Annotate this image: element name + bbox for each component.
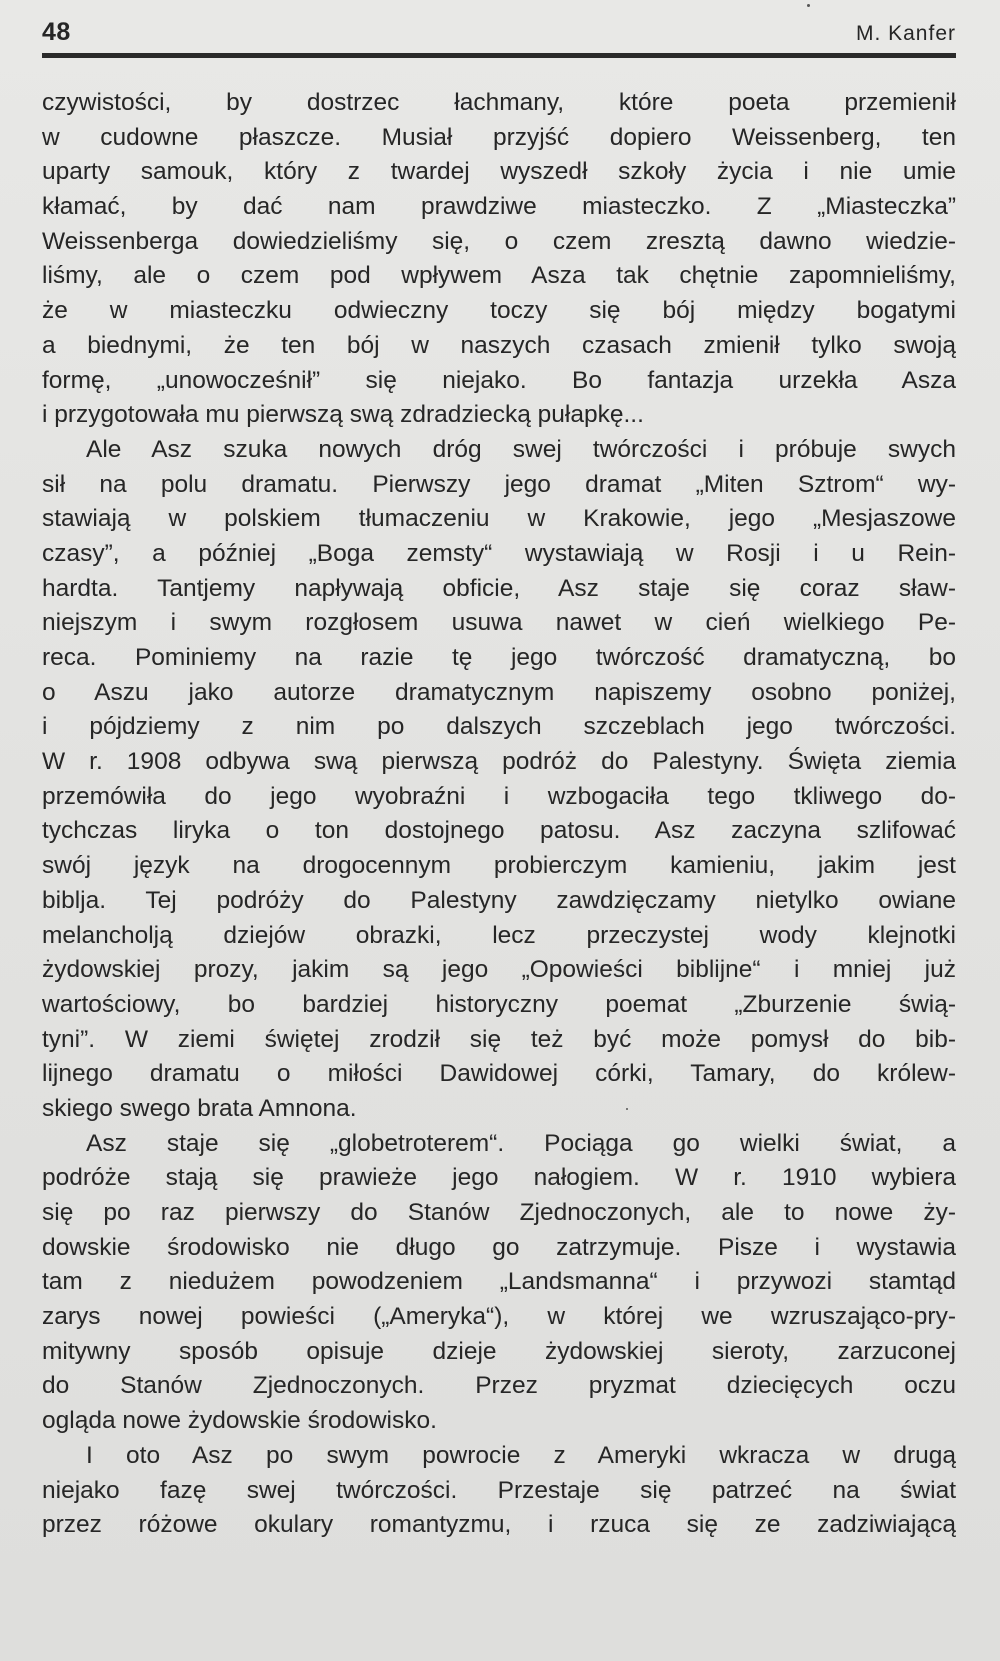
text-line: formę, „unowocześnił” się niejako. Bo fantazja urzekła Asza	[42, 366, 956, 394]
text-line: czywistości, by dostrzec łachmany, które poeta przemienił	[42, 89, 956, 116]
text-line: się po raz pierwszy do Stanów Zjednoczonych, ale to nowe ży-	[42, 1199, 956, 1226]
text-line: tam z niedużem powodzeniem „Landsmanna“ i przywozi stamtąd	[42, 1268, 956, 1296]
text-line: liśmy, ale o czem pod wpływem Asza tak chętnie zapomnieliśmy,	[42, 262, 956, 290]
text-line: kłamać, by dać nam prawdziwe miasteczko. Z „Miasteczka”	[42, 193, 956, 221]
text-line: wartościowy, bo bardziej historyczny poemat „Zburzenie świą-	[42, 990, 956, 1018]
text-line: przez różowe okulary romantyzmu, i rzuca się ze zadziwiającą	[42, 1511, 956, 1539]
text-line: ogląda nowe żydowskie środowisko.	[42, 1407, 437, 1435]
paragraph-start-line: Ale Asz szuka nowych dróg swej twórczości i próbuje swych	[86, 435, 956, 463]
paper-speck	[626, 1108, 628, 1110]
body-text	[42, 86, 956, 1543]
text-line: przemówiła do jego wyobraźni i wzbogaciła tego tkliwego do-	[42, 782, 956, 810]
text-line: Weissenberga dowiedzieliśmy się, o czem zresztą dawno wiedzie-	[42, 227, 956, 255]
text-line: podróże stają się prawieże jego nałogiem. W r. 1910 wybiera	[42, 1164, 956, 1192]
text-line: uparty samouk, który z twardej wyszedł szkoły życia i nie umie	[42, 158, 956, 186]
text-line: tychczas liryka o ton dostojnego patosu. Asz zaczyna szlifować	[42, 817, 956, 845]
text-line: niejako fazę swej twórczości. Przestaje się patrzeć na świat	[42, 1476, 956, 1504]
paper-speck	[807, 4, 810, 7]
text-line: swój język na drogocennym probierczym kamieniu, jakim jest	[42, 852, 956, 880]
text-line: mitywny sposób opisuje dzieje żydowskiej sieroty, zarzuconej	[42, 1337, 956, 1365]
text-line: w cudowne płaszcze. Musiał przyjść dopiero Weissenberg, ten	[42, 123, 956, 151]
text-line: do Stanów Zjednoczonych. Przez pryzmat dziecięcych oczu	[42, 1372, 956, 1400]
text-line: stawiają w polskiem tłumaczeniu w Krakowie, jego „Mesjaszowe	[42, 505, 956, 533]
text-line: reca. Pominiemy na razie tę jego twórczość dramatyczną, bo	[42, 644, 956, 671]
text-line: tyni”. W ziemi świętej zrodził się też być może pomysł do bib-	[42, 1025, 956, 1053]
text-line: i pójdziemy z nim po dalszych szczeblach jego twórczości.	[42, 713, 956, 741]
running-head-author: M. Kanfer	[855, 22, 956, 45]
text-line: zarys nowej powieści („Ameryka“), w której we wzruszająco-pry-	[42, 1303, 956, 1331]
text-line: czasy”, a później „Boga zemsty“ wystawiają w Rosji i u Rein-	[42, 539, 956, 567]
text-line: że w miasteczku odwieczny toczy się bój między bogatymi	[42, 297, 956, 325]
text-line: i przygotowała mu pierwszą swą zdradziecką pułapkę...	[42, 401, 644, 429]
text-line: sił na polu dramatu. Pierwszy jego dramat „Miten Sztrom“ wy-	[42, 470, 956, 498]
text-line: skiego swego brata Amnona.	[42, 1094, 357, 1122]
text-line: W r. 1908 odbywa swą pierwszą podróż do Palestyny. Święta ziemia	[42, 748, 956, 776]
paragraph-start-line: Asz staje się „globetroterem“. Pociąga go wielki świat, a	[86, 1129, 956, 1157]
text-line: dowskie środowisko nie długo go zatrzymuje. Pisze i wystawia	[42, 1233, 956, 1261]
text-line: hardta. Tantjemy napływają obficie, Asz staje się coraz sław-	[42, 574, 956, 602]
paragraph-start-line: I oto Asz po swym powrocie z Ameryki wkracza w drugą	[86, 1441, 956, 1469]
text-line: niejszym i swym rozgłosem usuwa nawet w cień wielkiego Pe-	[42, 609, 956, 637]
text-line: lijnego dramatu o miłości Dawidowej córki, Tamary, do królew-	[42, 1060, 956, 1088]
text-line: biblja. Tej podróży do Palestyny zawdzięczamy nietylko owiane	[42, 886, 956, 914]
header-rule	[42, 53, 956, 58]
text-line: melancholją dziejów obrazki, lecz przeczystej wody klejnotki	[42, 921, 956, 949]
text-line: o Aszu jako autorze dramatycznym napiszemy osobno poniżej,	[42, 678, 956, 706]
page-header	[42, 18, 956, 54]
text-line: żydowskiej prozy, jakim są jego „Opowieści biblijne“ i mniej już	[42, 956, 956, 984]
page-number: 48	[42, 18, 71, 46]
text-line: a biednymi, że ten bój w naszych czasach zmienił tylko swoją	[42, 331, 956, 359]
